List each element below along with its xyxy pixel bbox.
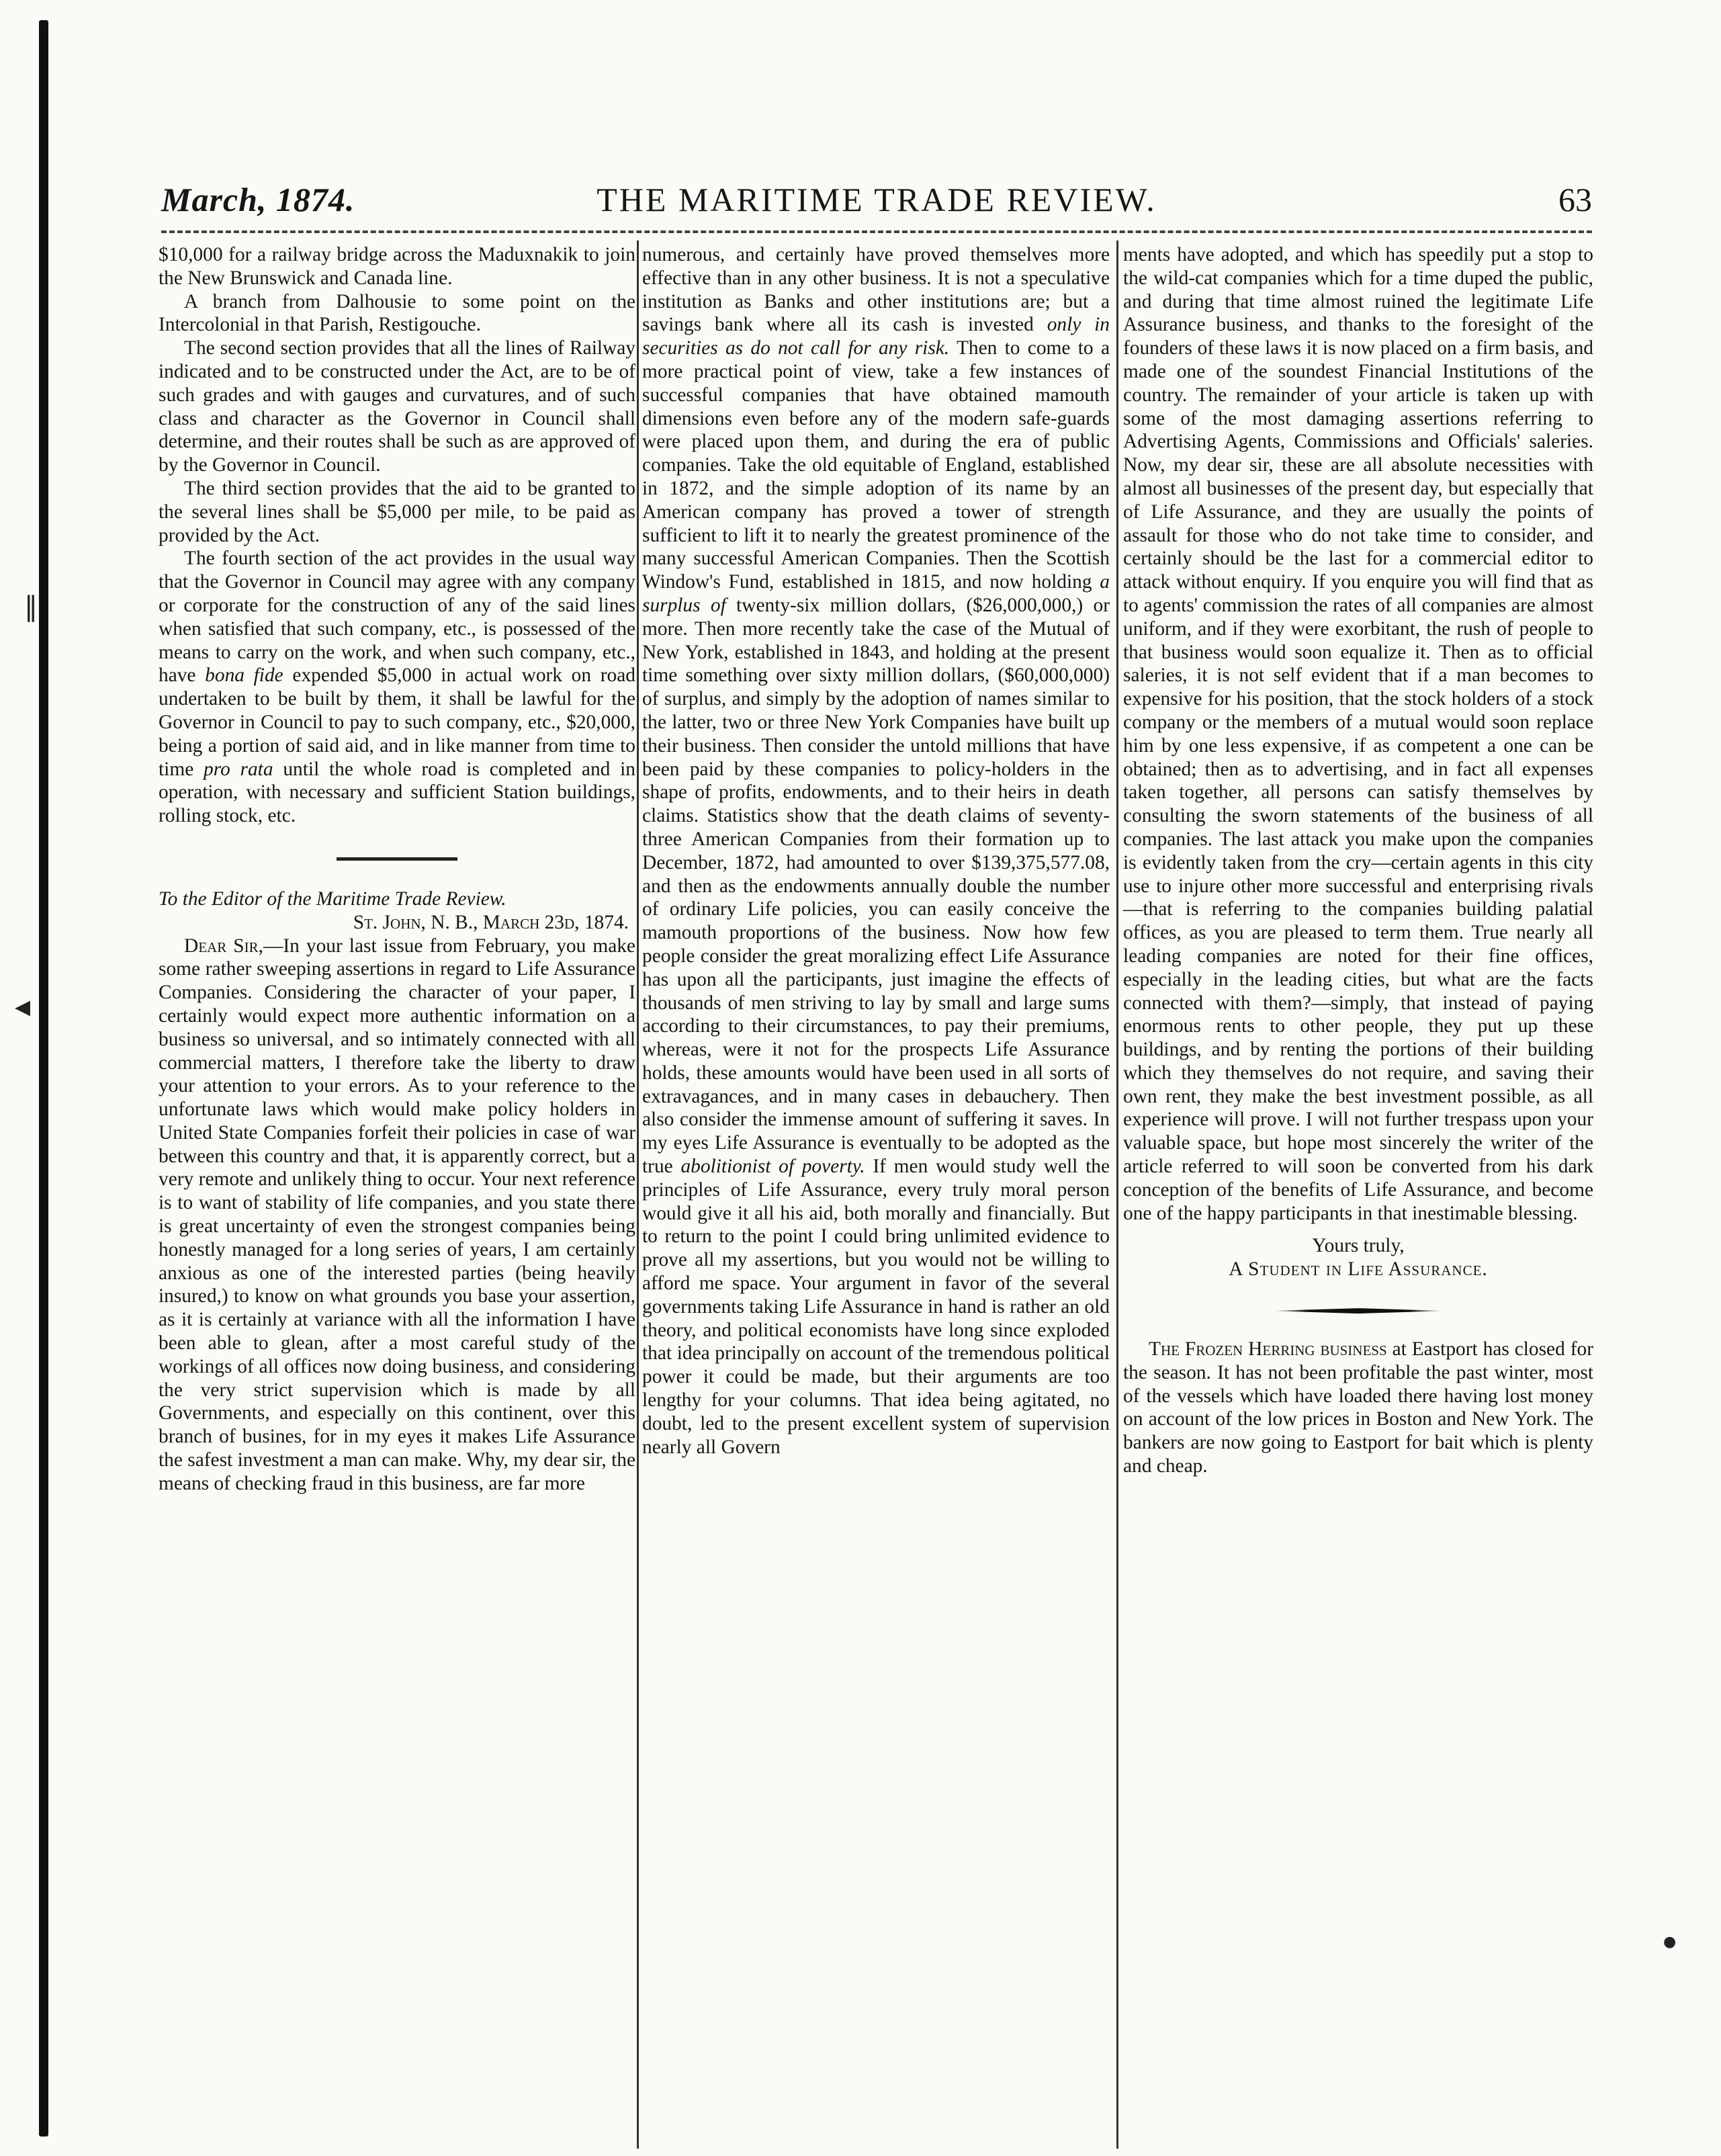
text-run: twenty-six million dollars, ($26,000,000,) or more. Then more recently take the case of the Mutual of New York, established in 1843, and holding at the present time something over sixty million dollars, ($60,000,000) of surplus, and simply by the adoption of names similar to the latter, two or three New York Companies have built up their business. Then consider the untold millions that have been paid by these companies to policy-holders in the shape of profits, endowments, and to their heirs in death claims. Statistics show that the death claims of seventy-three American Companies from their formation up to December, 1872, had amounted to over $139,375,577.08, and then as the endowments annually double the number of ordinary Life policies, you can easily conceive the mamouth proportions of the business. Now how few people consider the great moralizing effect Life Assurance has upon all the participants, just imagine the effects of thousands of men striving to lay by small and large sums according to their circumstances, to pay their premiums, whereas, were it not for the prospects Life Assurance holds, these amounts would have been used in all sorts of extravagances, and in many cases in debauchery. Then also consider the immense amount of suffering it saves. In my eyes Life Assurance is eventually to be adopted as the true (642, 594, 1110, 1178)
salutation: Dear Sir, (184, 935, 263, 957)
railway-paragraph: $10,000 for a railway bridge across the Maduxnakik to join the New Brunswick and Canada line. (159, 244, 635, 289)
column-2 (642, 243, 1110, 1459)
italic-text: pro rata (204, 758, 273, 780)
section-rule (337, 857, 457, 861)
header-rule (161, 230, 1592, 233)
column-divider (1116, 241, 1118, 2149)
publication-title: THE MARITIME TRADE REVIEW. (597, 181, 1157, 218)
section-rule (1271, 1308, 1446, 1313)
page-number: 63 (1558, 181, 1592, 218)
text-run: at Eastport has closed for the season. It has not been profitable the past winter, most of the vessels which have loaded there having lost money on account of the low prices in Boston and New York. The bankers are now going to Eastport for bait which is plenty and cheap. (1123, 1338, 1593, 1477)
letter-closing: Yours truly, (1312, 1235, 1405, 1257)
text-run: —In your last issue from February, you make some rather sweeping assertions in regard to Life Assurance Companies. Considering the character of your paper, I certainly would expect more authentic information on a business so universal, and so intimately connected with all commercial matters, I therefore take the liberty to draw your attention to your errors. As to your reference to the unfortunate laws which would make policy holders in United State Companies forfeit their policies in case of war between this country and that, it is apparently correct, but a very remote and unlikely thing to occur. Your next reference is to want of stability of life companies, and you state there is great uncertainty of even the strongest companies being honestly managed for a long series of years, I am certainly anxious as one of the interested parties (being heavily insured,) to know on what grounds you base your assertion, as it is certainly at variance with all the information I have been able to glean, after a most careful study of the workings of all offices now doing business, and considering the very strict supervision which is made by all Governments, and especially on this continent, over this branch of busines, for in my eyes it makes Life Assurance the safest investment a man can make. Why, my dear sir, the means of checking fraud in this business, are far more (159, 935, 635, 1494)
column-3 (1123, 243, 1593, 1478)
railway-paragraph (159, 547, 635, 828)
railway-paragraph: A branch from Dalhousie to some point on the Intercolonial in that Parish, Restigouche. (159, 290, 635, 336)
text-run: numerous, and certainly have proved themselves more effective than in any other business. It is not a speculative institution as Banks and other institutions are; but a savings bank where all its cash is invested (642, 244, 1110, 336)
column-divider (637, 241, 639, 2149)
text-run: until the whole road is completed and in operation, with necessary and sufficient Station buildings, rolling stock, etc. (159, 758, 635, 827)
letter-paragraph: ments have adopted, and which has speedily put a stop to the wild-cat companies which for a time duped the public, and during that time almost ruined the legitimate Life Assurance business, and thanks to the foresight of the founders of these laws it is now placed on a firm basis, and made one of the soundest Financial Institutions of the country. The remainder of your article is taken up with some of the most damaging assertions referring to Advertising Agents, Commissions and Officials' saleries. Now, my dear sir, these are all absolute necessities with almost all businesses of the present day, but especially that of Life Assurance, and they are usually the points of assault for those who do not take time to consider, and certainly should be the last for a commercial editor to attack without enquiry. If you enquire you will find that as to agents' commission the rates of all companies are almost uniform, and if they were exorbitant, the rush of people to that business would soon equalize it. Then as to official saleries, it is not self evident that if a man becomes to expensive for his position, that the stock holders of a stock company or the members of a mutual would soon replace him by one less expensive, if as competent a one can be obtained; then as to advertising, and in fact all expenses taken together, all persons can satisfy themselves by consulting the sworn statements of the business of all companies. The last attack you make upon the companies is evidently taken from the cry—certain agents in this city use to injure other more successful and enterprising rivals—that is referring to the companies building palatial offices, as you are pleased to term them. True nearly all leading companies are noted for their fine offices, especially in the leading cities, but what are the facts connected with them?—simply, that instead of paying enormous rents to other people, they put up these buildings, and by renting the portions of their building which they themselves do not require, and saving their own rent, they make the best investment possible, as all experience will prove. I will not further trespass upon your valuable space, but hope most sincerely the writer of the article referred to will soon be converted from his dark conception of the benefits of Life Assurance, and become one of the happy participants in that inestimable blessing. (1123, 244, 1593, 1224)
letter-signature: A Student in Life Assurance. (1229, 1258, 1488, 1281)
page-header (161, 180, 1592, 234)
text-run: expended $5,000 in actual work on road undertaken to be built by them, it shall be lawful for the Governor in Council to pay to such company, etc., $20,000, being a portion of said aid, and in like manner from time to time (159, 664, 635, 780)
letter-paragraph (642, 243, 1110, 1459)
railway-paragraph: The third section provides that the aid to be granted to the several lines shall be $5,000 per mile, to be paid as provided by the Act. (159, 477, 635, 546)
text-run: Then to come to a more practical point of view, take a few instances of successful companies that have obtained mamouth dimensions even before any of the modern safe-guards were placed upon them, and during the era of public companies. Take the old equitable of England, established in 1872, and the simple adoption of its name by an American company has proved a tower of strength sufficient to lift it to nearly the greatest prominence of the many successful American Companies. Then the Scottish Window's Fund, established in 1815, and now holding (642, 337, 1110, 593)
scan-mark: ‖ (24, 591, 38, 622)
letter-heading: To the Editor of the Maritime Trade Review. (159, 888, 506, 910)
railway-paragraph: The second section provides that all the lines of Railway indicated and to be constructed under the Act, are to be of such grades and with gauges and curvatures, and of such class and character as the Governor in Council shall determine, and their routes shall be such as are approved of by the Governor in Council. (159, 337, 635, 476)
italic-text: abolitionist of poverty. (680, 1156, 865, 1178)
letter-dateline: St. John, N. B., March 23d, 1874. (353, 911, 629, 933)
italic-text: only in securities as do not call for any risk. (642, 314, 1110, 359)
news-paragraph (1123, 1338, 1593, 1478)
news-lead: The Frozen Herring business (1149, 1338, 1387, 1361)
text-run: The fourth section of the act provides in the usual way that the Governor in Council may agree with any company or corporate for the construction of any of the said lines when satisfied that such company, etc., is possessed of the means to carry on the work, and when such company, etc., have (159, 548, 635, 687)
italic-text: a surplus of (642, 571, 1110, 616)
italic-text: bona fide (205, 664, 283, 687)
text-run: If men would study well the principles of Life Assurance, every truly moral person would give it all his aid, both morally and financially. But to return to the point I could bring unlimited evidence to prove all my assertions, but you would not be willing to afford me space. Your argument in favor of the several governments taking Life Assurance in hand is rather an old theory, and political economists have long since exploded that idea principally on account of the tremendous political power it could be made, but their arguments are too lengthy for your columns. That idea being agitated, no doubt, led to the present excellent system of supervision nearly all Govern (642, 1156, 1110, 1458)
scan-edge-bar (39, 20, 48, 2137)
scan-mark: ● (1663, 1934, 1677, 1950)
scan-mark: ◂ (15, 988, 31, 1024)
letter-paragraph (159, 935, 635, 1496)
issue-date: March, 1874. (161, 181, 355, 218)
column-1 (159, 243, 635, 1496)
